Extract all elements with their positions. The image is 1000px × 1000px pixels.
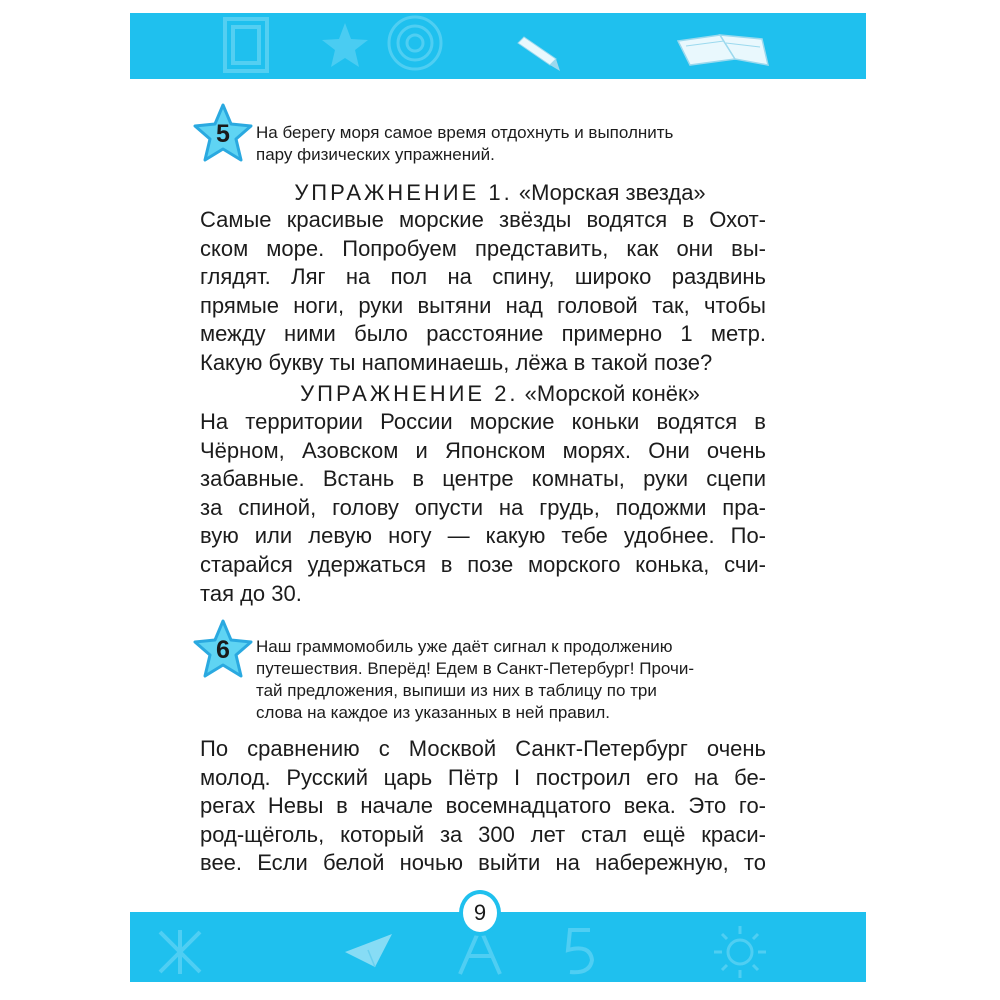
exercise-1-heading — [0, 179, 1000, 207]
paper-plane-icon — [345, 934, 392, 967]
task-line: тай предложения, выпиши из них в таблицу по три — [256, 681, 657, 700]
text-line: вее. Если белой ночью выйти на набережную, то — [200, 850, 766, 876]
text-line: прямые ноги, руки вытяни над головой так, чтобы — [200, 292, 766, 318]
task-5-instructions — [256, 122, 776, 166]
text-line: вую или левую ногу — какую тебе удобнее. По- — [200, 523, 766, 549]
task-line: слова на каждое из указанных в ней правил. — [256, 703, 610, 722]
text-line: ском море. Попробуем представить, как они вы- — [200, 235, 766, 261]
task-line: путешествия. Вперёд! Едем в Санкт-Петербург! Прочи- — [256, 659, 695, 678]
task-line: Наш граммомобиль уже даёт сигнал к продолжению — [256, 637, 673, 656]
text-line: за спиной, голову опусти на грудь, подожми пра- — [200, 494, 766, 520]
text-line: Какую букву ты напоминаешь, лёжа в такой позе? — [200, 349, 713, 375]
task-number-star — [192, 103, 254, 165]
task-line: пару физических упражнений. — [256, 145, 495, 164]
text-line: глядят. Ляг на пол на спину, широко раздвинь — [200, 264, 766, 290]
text-line: Самые красивые морские звёзды водятся в Охот- — [200, 207, 766, 232]
open-book-icon — [678, 35, 768, 65]
page-number: 9 — [459, 890, 501, 936]
header-band — [130, 13, 866, 79]
text-line: род-щёголь, который за 300 лет стал ещё краси- — [200, 821, 766, 847]
task-number: 6 — [216, 636, 230, 664]
text-line: молод. Русский царь Пётр I построил его на бе- — [200, 764, 766, 790]
exercise-2-heading — [0, 380, 1000, 408]
digit-icon — [568, 930, 592, 972]
task-6-text — [200, 735, 766, 878]
letter-icon — [160, 930, 200, 974]
task-line: На берегу моря самое время отдохнуть и выполнить — [256, 123, 674, 142]
circles-icon — [389, 17, 441, 69]
text-line: забавные. Встань в центре комнаты, руки сцепи — [200, 466, 766, 492]
task-6-instructions — [256, 636, 776, 724]
text-line: старайся удержаться в позе морского конька, счи- — [200, 551, 766, 577]
text-line: между ними было расстояние примерно 1 метр. — [200, 321, 766, 347]
pencil-icon — [518, 37, 560, 71]
exercise-label: УПРАЖНЕНИЕ 1. — [294, 180, 513, 205]
frame-icon — [225, 19, 267, 71]
exercise-label: УПРАЖНЕНИЕ 2. — [300, 381, 519, 406]
exercise-title: «Морская звезда» — [518, 180, 706, 205]
exercise-2-text — [200, 408, 766, 608]
sun-icon — [714, 926, 766, 978]
exercise-1-text — [200, 206, 766, 378]
exercise-title: «Морской конёк» — [524, 381, 700, 406]
task-number-star — [192, 619, 254, 681]
text-line: тая до 30. — [200, 580, 302, 606]
text-line: По сравнению с Москвой Санкт-Петербург очень — [200, 736, 766, 761]
text-line: регах Невы в начале восемнадцатого века. Это го- — [200, 793, 766, 819]
star-icon — [322, 23, 368, 67]
text-line: На территории России морские коньки водятся в — [200, 409, 766, 434]
task-number: 5 — [216, 120, 230, 148]
text-line: Чёрном, Азовском и Японском морях. Они очень — [200, 437, 766, 463]
